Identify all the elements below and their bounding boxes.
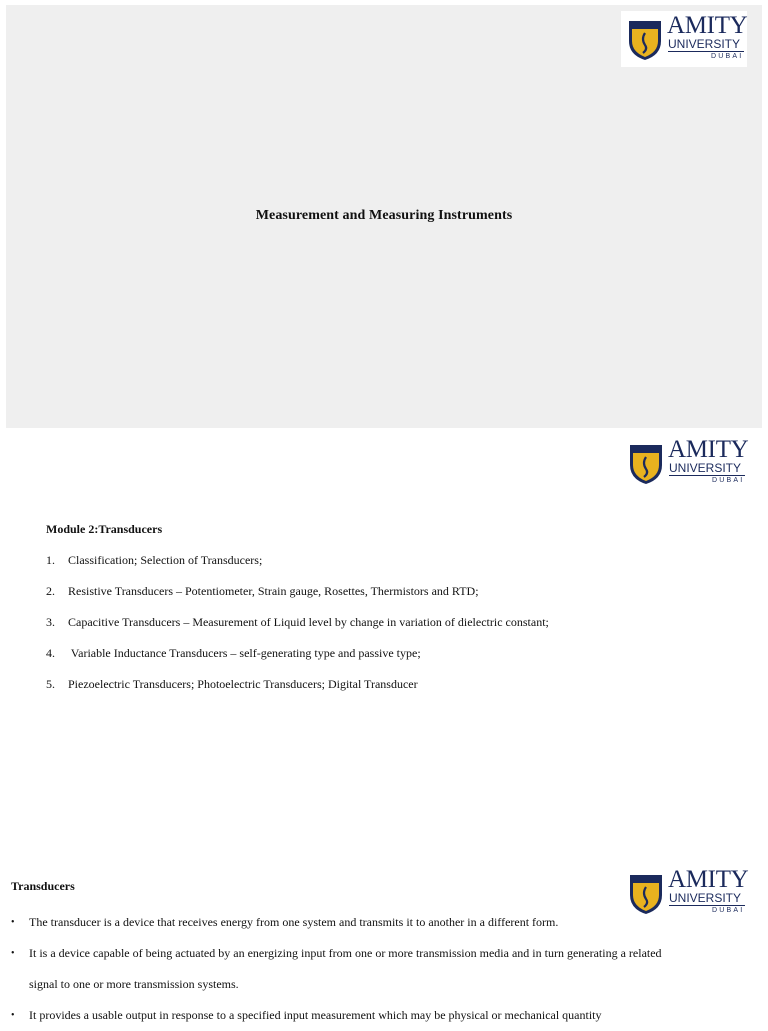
logo-location-text: DUBAI — [711, 53, 744, 60]
list-item-number: 2. — [46, 584, 55, 598]
transducers-bullet-list — [11, 907, 671, 1031]
list-item — [46, 643, 549, 674]
module-slide — [0, 430, 768, 850]
amity-logo — [622, 435, 748, 491]
bullet-text: The transducer is a device that receives energy from one system and transmits it to another in a different form. — [29, 915, 559, 929]
bullet-icon: • — [11, 1010, 15, 1021]
list-item — [11, 1000, 671, 1031]
logo-subtitle-text: UNIVERSITY — [669, 461, 742, 475]
list-item-text: Piezoelectric Transducers; Photoelectric Transducers; Digital Transducer — [68, 677, 418, 691]
logo-subtitle-text: UNIVERSITY — [668, 37, 741, 51]
logo-brand-text: AMITY — [668, 866, 749, 893]
amity-logo — [621, 11, 747, 67]
list-item — [11, 907, 671, 938]
module-heading: Module 2:Transducers — [46, 522, 163, 536]
bullet-text: It provides a usable output in response to a specified input measurement which may be physical or mechanical quantity — [29, 1008, 602, 1022]
list-item — [46, 674, 549, 705]
list-item — [46, 550, 549, 581]
logo-subtitle-text: UNIVERSITY — [669, 891, 742, 905]
list-item-text: Resistive Transducers – Potentiometer, Strain gauge, Rosettes, Thermistors and RTD; — [68, 584, 479, 598]
title-slide — [0, 0, 768, 430]
list-item — [46, 581, 549, 612]
list-item-number: 3. — [46, 615, 55, 629]
list-item-text: Classification; Selection of Transducers; — [68, 553, 263, 567]
list-item-number: 4. — [46, 646, 55, 660]
amity-crest-icon — [627, 17, 663, 61]
list-item-text: Capacitive Transducers – Measurement of Liquid level by change in variation of dielectric constant; — [68, 615, 549, 629]
transducers-heading: Transducers — [11, 879, 75, 893]
bullet-icon: • — [11, 948, 15, 959]
amity-crest-icon — [628, 441, 664, 485]
bullet-icon: • — [11, 917, 15, 928]
list-item-number: 5. — [46, 677, 55, 691]
list-item-number: 1. — [46, 553, 55, 567]
list-item — [11, 938, 671, 1000]
slide-title: Measurement and Measuring Instruments — [255, 208, 513, 223]
logo-location-text: DUBAI — [712, 907, 745, 914]
list-item-text: Variable Inductance Transducers – self-generating type and passive type; — [68, 646, 421, 660]
bullet-text: It is a device capable of being actuated by an energizing input from one or more transmission media and in turn generating a related signal to one or more transmission systems. — [29, 946, 662, 991]
logo-brand-text: AMITY — [668, 436, 749, 463]
list-item — [46, 612, 549, 643]
logo-brand-text: AMITY — [667, 12, 748, 39]
logo-location-text: DUBAI — [712, 477, 745, 484]
module-topic-list — [46, 550, 549, 705]
transducers-slide — [0, 850, 768, 1024]
